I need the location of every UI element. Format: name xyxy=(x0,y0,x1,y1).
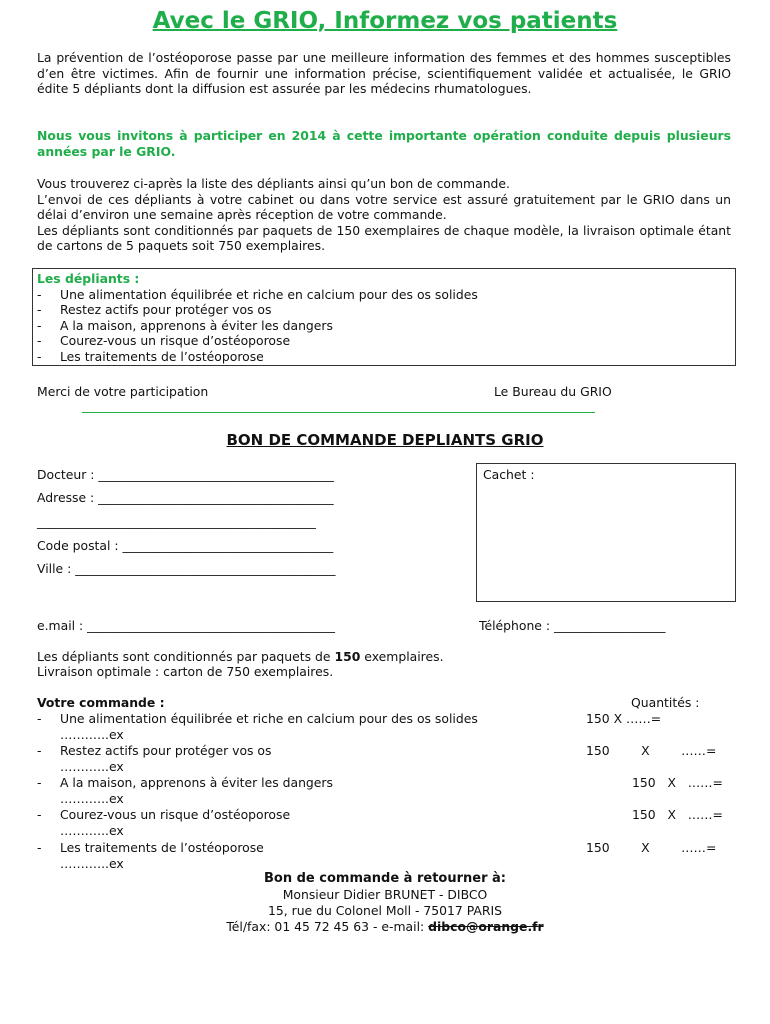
order-row-label: A la maison, apprenons à éviter les dangers xyxy=(60,775,333,790)
order-row-qty[interactable]: 150 X ……= xyxy=(586,711,662,726)
order-row-qty[interactable]: 150 X ……= xyxy=(586,840,717,855)
return-contact: Tél/fax: 01 45 72 45 63 - e-mail: dibco@orange.fr xyxy=(226,919,544,934)
info-paragraph xyxy=(37,176,731,254)
intro-paragraph: La prévention de l’ostéoporose passe par une meilleure information des femmes et des hommes susceptibles d’en être victimes. Afin de fournir une information précise, scientifiquement validée et actualisée, le GRIO édite 5 dépliants dont la diffusion est assurée par les médecins rhumatologues. xyxy=(37,50,731,97)
depliant-item: - Les traitements de l’ostéoporose xyxy=(37,348,264,364)
ville-field[interactable]: Ville : __________________________________________ xyxy=(37,561,336,576)
thanks-text: Merci de votre participation xyxy=(37,384,209,399)
order-form-title: BON DE COMMANDE DEPLIANTS GRIO xyxy=(226,431,544,449)
order-row: - Restez actifs pour protéger vos os …….…..ex 150 X ……= xyxy=(37,743,737,774)
depliant-item: - A la maison, apprenons à éviter les dangers xyxy=(37,317,333,333)
order-row-ex[interactable]: …….…..ex xyxy=(60,822,124,838)
order-row-qty[interactable]: 150 X ……= xyxy=(586,743,717,758)
order-row-label: Restez actifs pour protéger vos os xyxy=(60,743,272,758)
email-link[interactable]: dibco@orange.fr xyxy=(428,919,544,934)
depliant-item: - Courez-vous un risque d’ostéoporose xyxy=(37,333,291,349)
order-row-label: Courez-vous un risque d’ostéoporose xyxy=(60,807,291,822)
quantites-heading: Quantités : xyxy=(631,695,700,710)
order-row-label: Les traitements de l’ostéoporose xyxy=(60,840,264,855)
adresse-field[interactable]: Adresse : ______________________________________ xyxy=(37,490,334,505)
green-separator xyxy=(82,412,595,413)
docteur-field[interactable]: Docteur : ______________________________________ xyxy=(37,467,334,482)
order-row: - Une alimentation équilibrée et riche en calcium pour des os solides …….…..ex 150 X ……= xyxy=(37,711,737,742)
depliant-item: - Une alimentation équilibrée et riche en calcium pour des os solides xyxy=(37,286,478,302)
invitation-paragraph: Nous vous invitons à participer en 2014 à cette importante opération conduite depuis plusieurs années par le GRIO. xyxy=(37,128,731,159)
cachet-box[interactable] xyxy=(476,463,736,602)
info-line: L’envoi de ces dépliants à votre cabinet ou dans votre service est assuré gratuitement par le GRIO dans un délai d’environ une semaine après réception de votre commande. xyxy=(37,191,731,223)
return-address: 15, rue du Colonel Moll - 75017 PARIS xyxy=(267,903,503,918)
cachet-label: Cachet : xyxy=(483,467,535,482)
order-row-label: Une alimentation équilibrée et riche en calcium pour des os solides xyxy=(60,711,478,726)
page-title: Avec le GRIO, Informez vos patients xyxy=(152,8,618,34)
depliants-heading: Les dépliants : xyxy=(37,271,140,286)
order-row-ex[interactable]: …….…..ex xyxy=(60,726,124,742)
order-row-qty[interactable]: 150 X ……= xyxy=(632,775,723,790)
telephone-field[interactable]: Téléphone : __________________ xyxy=(479,618,666,633)
conditioning-text: Les dépliants sont conditionnés par paquets de 150 exemplaires. xyxy=(37,649,444,664)
return-heading: Bon de commande à retourner à: xyxy=(264,871,506,886)
email-field[interactable]: e.mail : ________________________________________ xyxy=(37,618,335,633)
adresse-line2-field[interactable]: _____________________________________________ xyxy=(37,514,316,529)
code-postal-field[interactable]: Code postal : __________________________________ xyxy=(37,538,334,553)
order-row: - Courez-vous un risque d’ostéoporose …….…..ex 150 X ……= xyxy=(37,807,737,838)
livraison-text: Livraison optimale : carton de 750 exemplaires. xyxy=(37,664,334,679)
order-row-qty[interactable]: 150 X ……= xyxy=(632,807,723,822)
return-name: Monsieur Didier BRUNET - DIBCO xyxy=(282,887,488,902)
depliants-box xyxy=(32,268,736,366)
order-row-ex[interactable]: …….…..ex xyxy=(60,855,124,871)
order-row-ex[interactable]: …….…..ex xyxy=(60,790,124,806)
signature-text: Le Bureau du GRIO xyxy=(494,384,612,399)
order-row-ex[interactable]: …….…..ex xyxy=(60,758,124,774)
info-line: Les dépliants sont conditionnés par paquets de 150 exemplaires de chaque modèle, la livraison optimale étant de cartons de 5 paquets soit 750 exemplaires. xyxy=(37,222,731,254)
commande-heading: Votre commande : xyxy=(37,695,165,710)
order-row: - Les traitements de l’ostéoporose …….…..ex 150 X ……= xyxy=(37,840,737,871)
order-row: - A la maison, apprenons à éviter les dangers …….…..ex 150 X ……= xyxy=(37,775,737,806)
info-line: Vous trouverez ci-après la liste des dépliants ainsi qu’un bon de commande. xyxy=(37,176,510,191)
depliant-item: - Restez actifs pour protéger vos os xyxy=(37,302,272,318)
